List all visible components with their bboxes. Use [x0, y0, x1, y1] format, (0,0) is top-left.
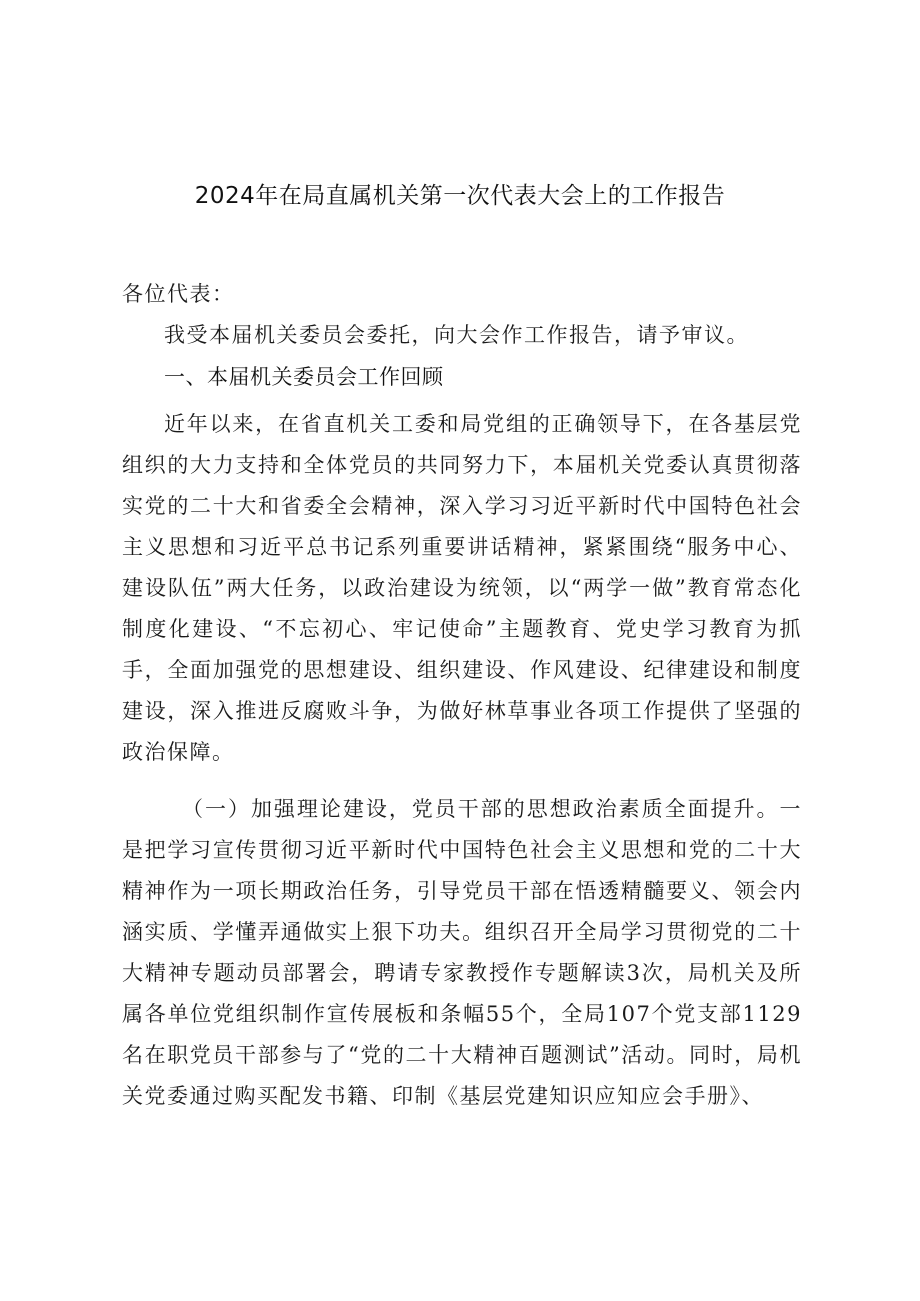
document-title: 2024年在局直属机关第一次代表大会上的工作报告	[194, 183, 726, 209]
section-heading: 一、本届机关委员会工作回顾	[164, 365, 444, 389]
intro-paragraph: 我受本届机关委员会委托，向大会作工作报告，请予审议。	[164, 323, 749, 347]
salutation: 各位代表：	[122, 282, 235, 306]
body-paragraph-1: 近年以来，在省直机关工委和局党组的正确领导下，在各基层党组织的大力支持和全体党员的共同努力下，本届机关党委认真贯彻落实党的二十大和省委全会精神，深入学习习近平新时代中国特色社会主义思想和习近平总书记系列重要讲话精神，紧紧围绕“服务中心、建设队伍”两大任务，以政治建设为统领，以“两学一做”教育常态化制度化建设、“不忘初心、牢记使命”主题教育、党史学习教育为抓手，全面加强党的思想建设、组织建设、作风建设、纪律建设和制度建设，深入推进反腐败斗争，为做好林草事业各项工作提供了坚强的政治保障。	[122, 412, 802, 764]
body-paragraph-2: （一）加强理论建设，党员干部的思想政治素质全面提升。一是把学习宣传贯彻习近平新时代中国特色社会主义思想和党的二十大精神作为一项长期政治任务，引导党员干部在悟透精髓要义、领会内涵实质、学懂弄通做实上狠下功夫。组织召开全局学习贯彻党的二十大精神专题动员部署会，聘请专家教授作专题解读3次，局机关及所属各单位党组织制作宣传展板和条幅55个，全局107个党支部1129名在职党员干部参与了“党的二十大精神百题测试”活动。同时，局机关党委通过购买配发书籍、印制《基层党建知识应知应会手册》、	[122, 797, 802, 1108]
